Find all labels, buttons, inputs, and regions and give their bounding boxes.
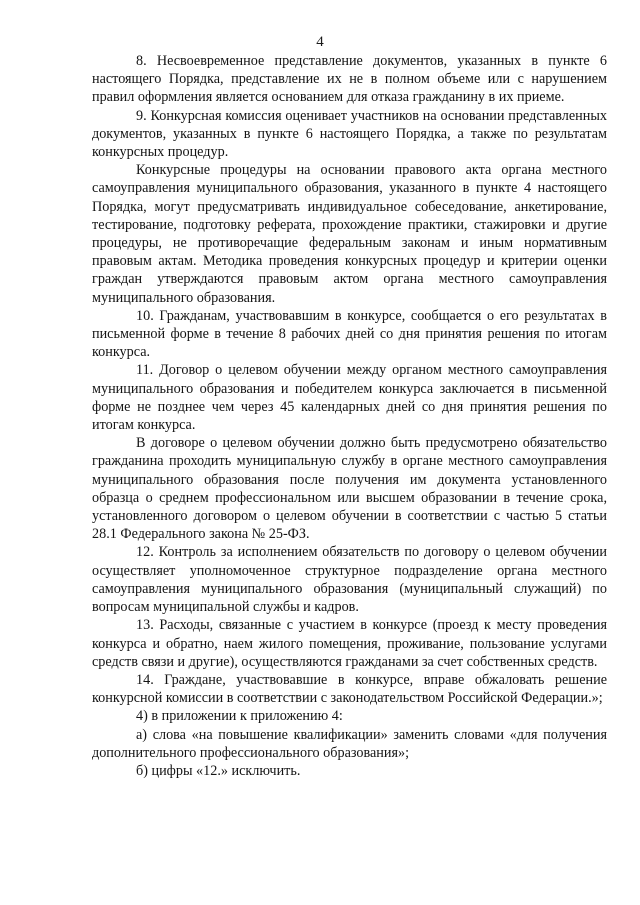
document-body	[92, 52, 607, 780]
paragraph-item-10: 10. Гражданам, участвовавшим в конкурсе, сообщается о его результатах в письменной форме в течение 8 рабочих дней со дня принятия решения по итогам конкурса.	[92, 307, 607, 361]
paragraph-contract-obligation: В договоре о целевом обучении должно быть предусмотрено обязательство гражданина проходить муниципальную службу в органе местного самоуправления муниципального образования после получения им документа установленного образца о среднем профессиональном или высшем образовании в течение срока, установленного договором о целевом обучении в соответствии с частью 5 статьи 28.1 Федерального закона № 25-ФЗ.	[92, 435, 607, 543]
paragraph-item-11: 11. Договор о целевом обучении между органом местного самоуправления муниципального образования и победителем конкурса заключается в письменной форме не позднее чем через 45 календарных дней со дня принятия решения по итогам конкурса.	[92, 362, 607, 434]
paragraph-item-14: 14. Граждане, участвовавшие в конкурсе, вправе обжаловать решение конкурсной комиссии в соответствии с законодательством Российской Федерации.»;	[92, 671, 607, 707]
paragraph-item-8: 8. Несвоевременное представление документов, указанных в пункте 6 настоящего Порядка, представление их не в полном объеме или с нарушением правил оформления является основанием для отказа гражданину в их приеме.	[92, 53, 607, 106]
paragraph-amendment-a: а) слова «на повышение квалификации» заменить словами «для получения дополнительного профессионального образования»;	[92, 726, 607, 761]
page-number: 4	[316, 34, 324, 50]
paragraph-item-13: 13. Расходы, связанные с участием в конкурсе (проезд к месту проведения конкурса и обратно, наем жилого помещения, проживание, пользование услугами средств связи и другие), осуществляются гражданами за счет собственных средств.	[92, 617, 607, 670]
paragraph-item-9: 9. Конкурсная комиссия оценивает участников на основании представленных документов, указанных в пункте 6 настоящего Порядка, а также по результатам конкурсных процедур.	[92, 107, 607, 161]
paragraph-competition-procedures: Конкурсные процедуры на основании правового акта органа местного самоуправления муниципального образования, указанного в пункте 4 настоящего Порядка, могут предусматривать индивидуальное собеседование, анкетирование, тестирование, подготовку реферата, прохождение практики, стажировки и другие процедуры, не противоречащие федеральным законам и иным нормативным правовым актам. Методика проведения конкурсных процедур и критерии оценки граждан утверждаются правовым актом органа местного самоуправления муниципального образования.	[92, 162, 607, 306]
paragraph-amendment-4: 4) в приложении к приложению 4:	[136, 708, 343, 725]
paragraph-item-12: 12. Контроль за исполнением обязательств по договору о целевом обучении осуществляет уполномоченное структурное подразделение органа местного самоуправления муниципального образования (муниципальный служащий) по вопросам муниципальной службы и кадров.	[92, 544, 607, 616]
paragraph-amendment-b: б) цифры «12.» исключить.	[136, 762, 301, 779]
